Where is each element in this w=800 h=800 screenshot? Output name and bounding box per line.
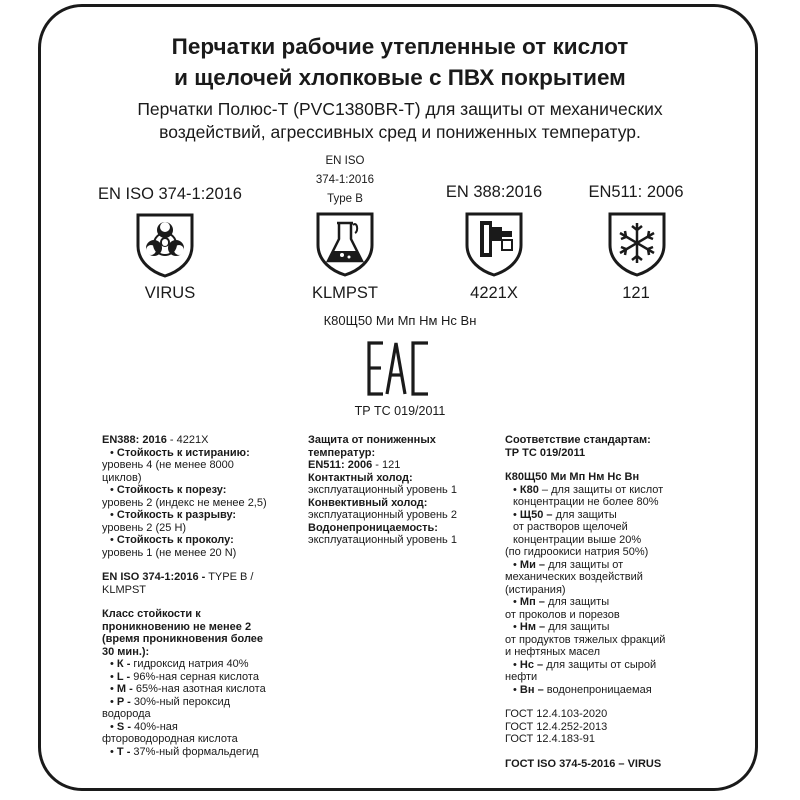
standard-iso374-typeb-code: KLMPST [311, 284, 379, 302]
product-description: Перчатки Полюс-Т (PVC1380BR-T) для защиты от механических воздействий, агрессивных сред и пониженных температур. [137, 99, 663, 142]
page-title: Перчатки рабочие утепленные от кислот и щелочей хлопковые с ПВХ покрытием [171, 34, 629, 90]
standard-en511-title: EN511: 2006 [588, 183, 684, 201]
column-conformity: Соответствие стандартам: ТР ТС 019/2011 К80Щ50 Ми Мп Нм Нс Вн • К80 – для защиты от кислот концентрации не более 80% • Щ50 – для защиты от растворов щелочей концентрации выше 20% (по гидроокиси натрия 50%) • Ми – для защиты от механических воздействий (истирания) • Мп – для защиты от проколов и порезов • Нм – для защиты от продуктов тяжелых фракций и нефтяных масел • Нс – для защиты от сырой нефти • Вн – водонепроницаемая ГОСТ 12.4.103-2020 ГОСТ 12.4.252-2013 ГОСТ 12.4.183-91 ГОСТ ISO 374-5-2016 – VIRUS [505, 434, 666, 770]
standard-en388-title: EN 388:2016 [445, 183, 543, 201]
standard-en388-code: 4221X [470, 284, 518, 302]
chemical-flask-icon [313, 211, 377, 277]
snowflake-icon [605, 211, 669, 277]
standard-iso374-typeb-title: EN ISO 374-1:2016 Type B [315, 155, 375, 205]
standard-en511-code: 121 [622, 284, 650, 302]
protection-codes: К80Щ50 Ми Мп Нм Нс Вн [323, 313, 477, 328]
eac-mark [365, 341, 435, 396]
hammer-icon [462, 211, 526, 277]
biohazard-icon [133, 212, 197, 278]
tr-ts-standard: ТР ТС 019/2011 [354, 404, 446, 418]
standard-iso374-virus-title: EN ISO 374-1:2016 [97, 185, 242, 203]
standard-iso374-virus-code: VIRUS [144, 284, 196, 302]
column-cold-protection: Защита от пониженных температур: EN511: 2006 - 121 Контактный холод: эксплуатационный уровень 1 Конвективный холод: эксплуатационный уровень 2 Водонепроницаемость: эксплуатационный уровень 1 [308, 434, 457, 546]
column-mechanical-chemical: EN388: 2016 - 4221X • Стойкость к истиранию: уровень 4 (не менее 8000 циклов) • Стойкость к порезу: уровень 2 (индекс не менее 2,5) • Стойкость к разрыву: уровень 2 (25 Н) • Стойкость к проколу: уровень 1 (не менее 20 N) EN ISO 374-1:2016 - TYPE B / KLMPST Класс стойкости к проникновению не менее 2 (время проникновения более 30 мин.): • К - гидроксид натрия 40% • L - 96%-ная серная кислота • M - 65%-ная азотная кислота • P - 30%-ный пероксид водорода • S - 40%-ная фтороводородная кислота • T - 37%-ный формальдегид [102, 434, 267, 758]
